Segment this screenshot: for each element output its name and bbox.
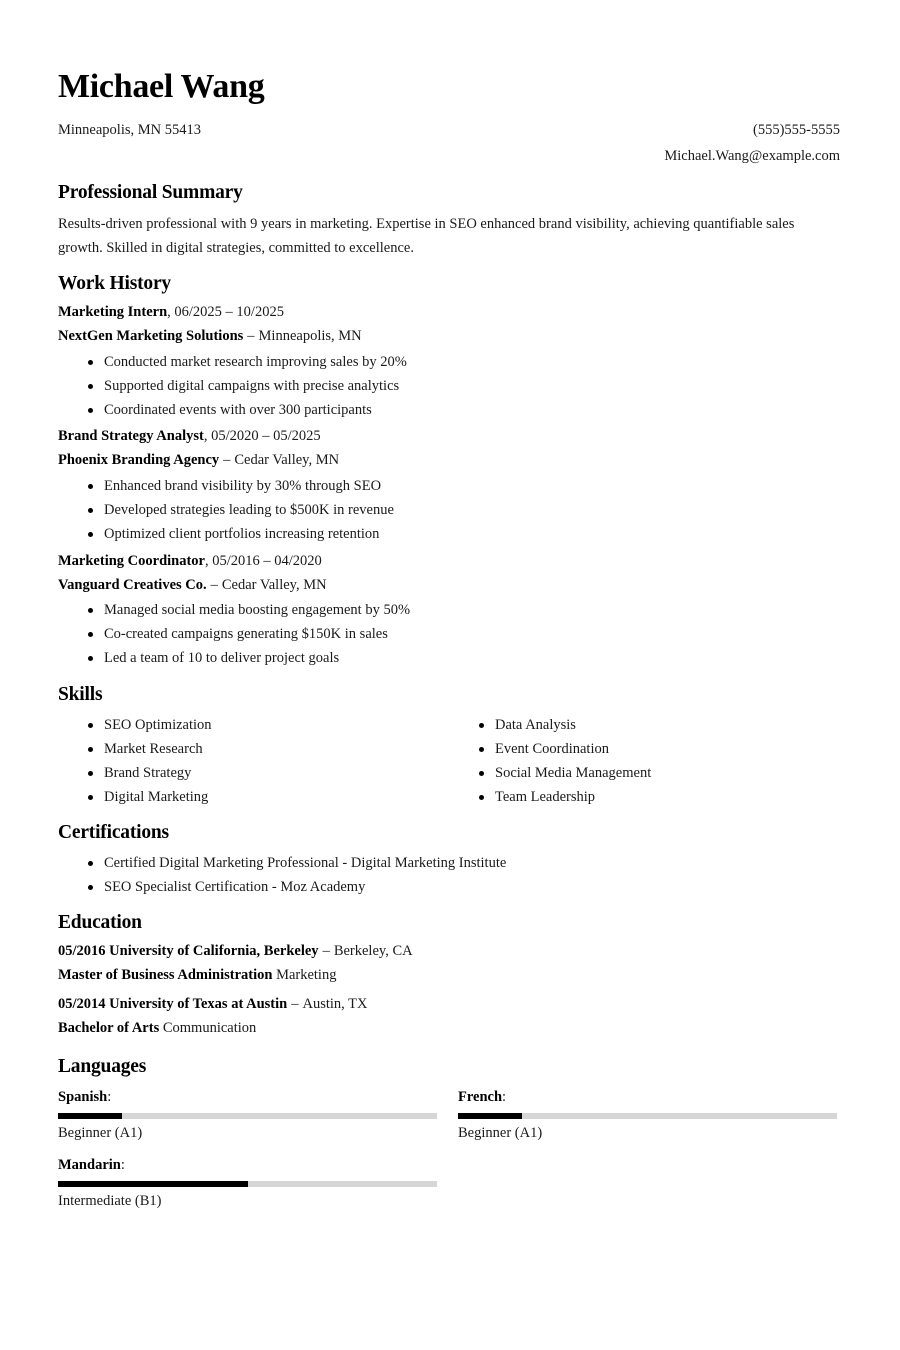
skill-item: Team Leadership <box>449 785 651 809</box>
language-name-line: French: <box>458 1089 507 1105</box>
list-item: Managed social media boosting engagement by 50% <box>58 598 410 622</box>
education-school: 05/2014 University of Texas at Austin <box>58 996 288 1012</box>
job-location: Cedar Valley, MN <box>234 452 340 468</box>
dash-separator: – <box>223 452 231 468</box>
language-name-line: Spanish: <box>58 1089 112 1105</box>
education-degree: Bachelor of Arts <box>58 1020 160 1036</box>
skill-item: Digital Marketing <box>58 785 212 809</box>
education-school: 05/2016 University of California, Berkeley <box>58 943 319 959</box>
language-name: Spanish <box>58 1089 108 1105</box>
list-item: Enhanced brand visibility by 30% through SEO <box>58 474 394 498</box>
job-role: Marketing Intern <box>58 304 168 320</box>
list-item: Coordinated events with over 300 participants <box>58 398 407 422</box>
list-item: Co-created campaigns generating $150K in sales <box>58 622 410 646</box>
list-item: Conducted market research improving sales by 20% <box>58 350 407 374</box>
language-mandarin <box>58 1155 437 1211</box>
job-dates: , 05/2020 – 05/2025 <box>203 428 321 444</box>
job-bullets <box>58 350 407 422</box>
address: Minneapolis, MN 55413 <box>58 122 201 138</box>
education-header <box>58 996 367 1013</box>
skill-item: Social Media Management <box>449 761 651 785</box>
dash-separator: – <box>291 996 299 1012</box>
job-title-line <box>58 428 321 445</box>
list-item: Supported digital campaigns with precise analytics <box>58 374 407 398</box>
skill-item: Brand Strategy <box>58 761 212 785</box>
certification-item: Certified Digital Marketing Professional - Digital Marketing Institute <box>58 851 506 875</box>
skill-item: Data Analysis <box>449 713 651 737</box>
section-title-work-history: Work History <box>58 273 171 294</box>
language-name: Mandarin <box>58 1157 121 1173</box>
section-title-languages: Languages <box>58 1056 147 1077</box>
proficiency-bar-fill <box>458 1113 522 1119</box>
language-name-line: Mandarin: <box>58 1157 125 1173</box>
skill-item: SEO Optimization <box>58 713 212 737</box>
education-field: Communication <box>162 1020 257 1036</box>
education-degree-line <box>58 967 336 984</box>
education-location: Austin, TX <box>302 996 368 1012</box>
skills-left-list <box>58 713 212 809</box>
proficiency-bar <box>58 1113 437 1119</box>
job-title-line <box>58 553 322 570</box>
proficiency-bar-fill <box>58 1113 122 1119</box>
dash-separator: – <box>247 328 255 344</box>
job-company-line <box>58 328 362 345</box>
education-degree: Master of Business Administration <box>58 967 273 983</box>
job-company: Vanguard Creatives Co. <box>58 577 207 593</box>
phone: (555)555-5555 <box>753 122 840 138</box>
skill-item: Event Coordination <box>449 737 651 761</box>
summary-text: Results-driven professional with 9 years in marketing. Expertise in SEO enhanced brand visibility, achieving quantifiable sales growth. Skilled in digital strategies, committed to excellence. <box>58 216 795 256</box>
job-role: Marketing Coordinator <box>58 553 205 569</box>
section-title-summary: Professional Summary <box>58 182 243 203</box>
proficiency-bar-fill <box>58 1181 248 1187</box>
job-location: Cedar Valley, MN <box>221 577 327 593</box>
list-item: Developed strategies leading to $500K in revenue <box>58 498 394 522</box>
job-company-line <box>58 452 339 469</box>
proficiency-bar <box>458 1113 837 1119</box>
language-french <box>458 1087 837 1143</box>
job-dates: , 05/2016 – 04/2020 <box>205 553 322 569</box>
email: Michael.Wang@example.com <box>664 148 840 164</box>
job-bullets <box>58 474 394 546</box>
language-name: French <box>458 1089 503 1105</box>
language-spanish <box>58 1087 437 1143</box>
certification-item: SEO Specialist Certification - Moz Academy <box>58 875 506 899</box>
education-location: Berkeley, CA <box>333 943 413 959</box>
job-bullets <box>58 598 410 670</box>
skill-item: Market Research <box>58 737 212 761</box>
education-header <box>58 943 413 960</box>
education-field: Marketing <box>276 967 337 983</box>
job-dates: , 06/2025 – 10/2025 <box>167 304 284 320</box>
language-level: Intermediate (B1) <box>58 1193 162 1209</box>
certifications-list <box>58 851 506 899</box>
job-title-line <box>58 304 284 321</box>
job-role: Brand Strategy Analyst <box>58 428 204 444</box>
proficiency-bar <box>58 1181 437 1187</box>
section-title-education: Education <box>58 912 142 933</box>
language-level: Beginner (A1) <box>458 1125 543 1141</box>
list-item: Led a team of 10 to deliver project goals <box>58 646 410 670</box>
education-degree-line <box>58 1020 256 1037</box>
job-company: NextGen Marketing Solutions <box>58 328 244 344</box>
language-level: Beginner (A1) <box>58 1125 143 1141</box>
section-title-certifications: Certifications <box>58 822 169 843</box>
skills-right-list <box>449 713 651 809</box>
list-item: Optimized client portfolios increasing retention <box>58 522 394 546</box>
dash-separator: – <box>322 943 330 959</box>
section-title-skills: Skills <box>58 684 103 705</box>
job-company: Phoenix Branding Agency <box>58 452 220 468</box>
dash-separator: – <box>210 577 218 593</box>
candidate-name: Michael Wang <box>58 68 265 105</box>
job-location: Minneapolis, MN <box>258 328 362 344</box>
job-company-line <box>58 577 327 594</box>
